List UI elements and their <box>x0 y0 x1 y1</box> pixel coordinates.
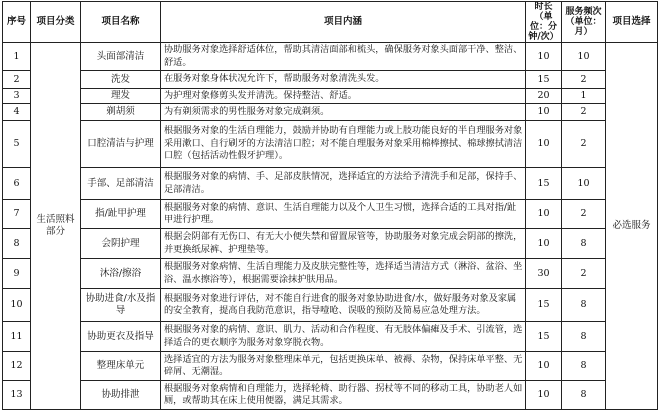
row-frequency: 2 <box>562 259 606 289</box>
row-content: 根据服务对象的生活自理能力，鼓励并协助有自理能力或上肢功能良好的半自理服务对象采用漱口、自行刷牙的方法清洁口腔；对不能自理服务对象采用棉棒擦拭、棉球擦拭清洁口腔（包括活动性假牙护理）。 <box>161 121 526 168</box>
row-content: 根据会阴部有无伤口、有无大小便失禁和留置尿管等，协助服务对象完成会阴部的擦洗，并更换纸尿裤、护理垫等。 <box>161 229 526 259</box>
row-frequency: 8 <box>562 352 606 381</box>
row-content: 协助服务对象选择舒适体位，帮助其清洁面部和梳头，确保服务对象头面部干净、整洁、舒适。 <box>161 43 526 71</box>
row-content: 根据服务对象的病情、手、足部皮肤情况，选择适宜的方法给予清洗手和足部，保持手、足部清洁。 <box>161 168 526 200</box>
row-name: 协助更衣及指导 <box>81 322 161 352</box>
row-content: 为护理对象修剪头发并清洗。保持整洁、舒适。 <box>161 89 526 104</box>
row-duration: 10 <box>526 229 562 259</box>
table-row <box>3 71 658 89</box>
row-frequency: 2 <box>562 104 606 121</box>
row-name: 剃胡须 <box>81 104 161 121</box>
table-row <box>3 381 658 410</box>
row-no: 11 <box>3 322 31 352</box>
row-no: 7 <box>3 200 31 229</box>
row-frequency: 8 <box>562 381 606 410</box>
row-no: 4 <box>3 104 31 121</box>
header-frequency: 服务频次（单位：月） <box>562 2 606 43</box>
row-duration: 10 <box>526 121 562 168</box>
table-row <box>3 89 658 104</box>
category-cell: 生活照料部分 <box>31 43 81 410</box>
row-name: 协助排泄 <box>81 381 161 410</box>
row-frequency: 8 <box>562 229 606 259</box>
row-content: 根据服务对象病情、生活自理能力及皮肤完整性等，选择适当清洁方式（淋浴、盆浴、坐浴、温水擦浴等），根据需要涂抹护肤用品。 <box>161 259 526 289</box>
row-name: 指/趾甲护理 <box>81 200 161 229</box>
row-content: 根据服务对象进行评估，对不能自行进食的服务对象协助进食/水，做好服务对象及家属的安全教育，提高自我防范意识，指导噎呛、误吸的预防及简易应急处理方法。 <box>161 289 526 322</box>
service-table <box>2 1 658 410</box>
header-name: 项目名称 <box>81 2 161 43</box>
selection-cell: 必选服务 <box>606 43 658 410</box>
row-content: 根据服务对象病情和自理能力，选择轮椅、助行器、拐杖等不同的移动工具，协助老人如厕，或帮助其在床上使用便器，满足其需求。 <box>161 381 526 410</box>
header-content: 项目内涵 <box>161 2 526 43</box>
row-no: 10 <box>3 289 31 322</box>
header-no: 序号 <box>3 2 31 43</box>
table-row <box>3 259 658 289</box>
table-row <box>3 322 658 352</box>
row-duration: 10 <box>526 352 562 381</box>
row-frequency: 2 <box>562 71 606 89</box>
row-duration: 30 <box>526 259 562 289</box>
row-name: 会阴护理 <box>81 229 161 259</box>
row-content: 根据服务对象的病情、意识、生活自理能力以及个人卫生习惯，选择合适的工具对指/趾甲进行护理。 <box>161 200 526 229</box>
row-content: 根据服务对象的病情、意识、肌力、活动和合作程度、有无肢体偏瘫及手术、引流管，选择适合的更衣顺序为服务对象穿脱衣物。 <box>161 322 526 352</box>
table-row <box>3 104 658 121</box>
row-name: 整理床单元 <box>81 352 161 381</box>
table-row <box>3 229 658 259</box>
table-row <box>3 168 658 200</box>
table-row <box>3 289 658 322</box>
row-duration: 10 <box>526 43 562 71</box>
row-duration: 15 <box>526 289 562 322</box>
row-duration: 10 <box>526 104 562 121</box>
row-duration: 20 <box>526 89 562 104</box>
row-name: 洗发 <box>81 71 161 89</box>
row-name: 协助进食/水及指导 <box>81 289 161 322</box>
header-category: 项目分类 <box>31 2 81 43</box>
row-frequency: 2 <box>562 121 606 168</box>
row-no: 13 <box>3 381 31 410</box>
row-duration: 15 <box>526 71 562 89</box>
row-no: 6 <box>3 168 31 200</box>
row-frequency: 8 <box>562 322 606 352</box>
table-row <box>3 121 658 168</box>
row-no: 1 <box>3 43 31 71</box>
row-frequency: 1 <box>562 89 606 104</box>
row-frequency: 8 <box>562 289 606 322</box>
row-content: 为有剃须需求的男性服务对象完成剃须。 <box>161 104 526 121</box>
row-name: 头面部清洁 <box>81 43 161 71</box>
header-selection: 项目选择 <box>606 2 658 43</box>
row-no: 8 <box>3 229 31 259</box>
table-row <box>3 200 658 229</box>
row-frequency: 2 <box>562 200 606 229</box>
table-row <box>3 43 658 71</box>
row-name: 理发 <box>81 89 161 104</box>
row-content: 选择适宜的方法为服务对象整理床单元，包括更换床单、被褥、杂物，保持床单平整、无碎屑、无潮湿。 <box>161 352 526 381</box>
row-no: 2 <box>3 71 31 89</box>
row-name: 沐浴/擦浴 <box>81 259 161 289</box>
row-duration: 10 <box>526 381 562 410</box>
row-frequency: 10 <box>562 43 606 71</box>
header-duration: 时长（单位：分钟/次） <box>526 2 562 43</box>
row-frequency: 10 <box>562 168 606 200</box>
row-no: 3 <box>3 89 31 104</box>
table-row <box>3 352 658 381</box>
row-no: 5 <box>3 121 31 168</box>
row-content: 在服务对象身体状况允许下，帮助服务对象清洗头发。 <box>161 71 526 89</box>
row-name: 手部、足部清洁 <box>81 168 161 200</box>
row-no: 9 <box>3 259 31 289</box>
row-name: 口腔清洁与护理 <box>81 121 161 168</box>
row-duration: 15 <box>526 322 562 352</box>
row-duration: 10 <box>526 200 562 229</box>
row-duration: 15 <box>526 168 562 200</box>
header-row <box>3 2 658 43</box>
row-no: 12 <box>3 352 31 381</box>
